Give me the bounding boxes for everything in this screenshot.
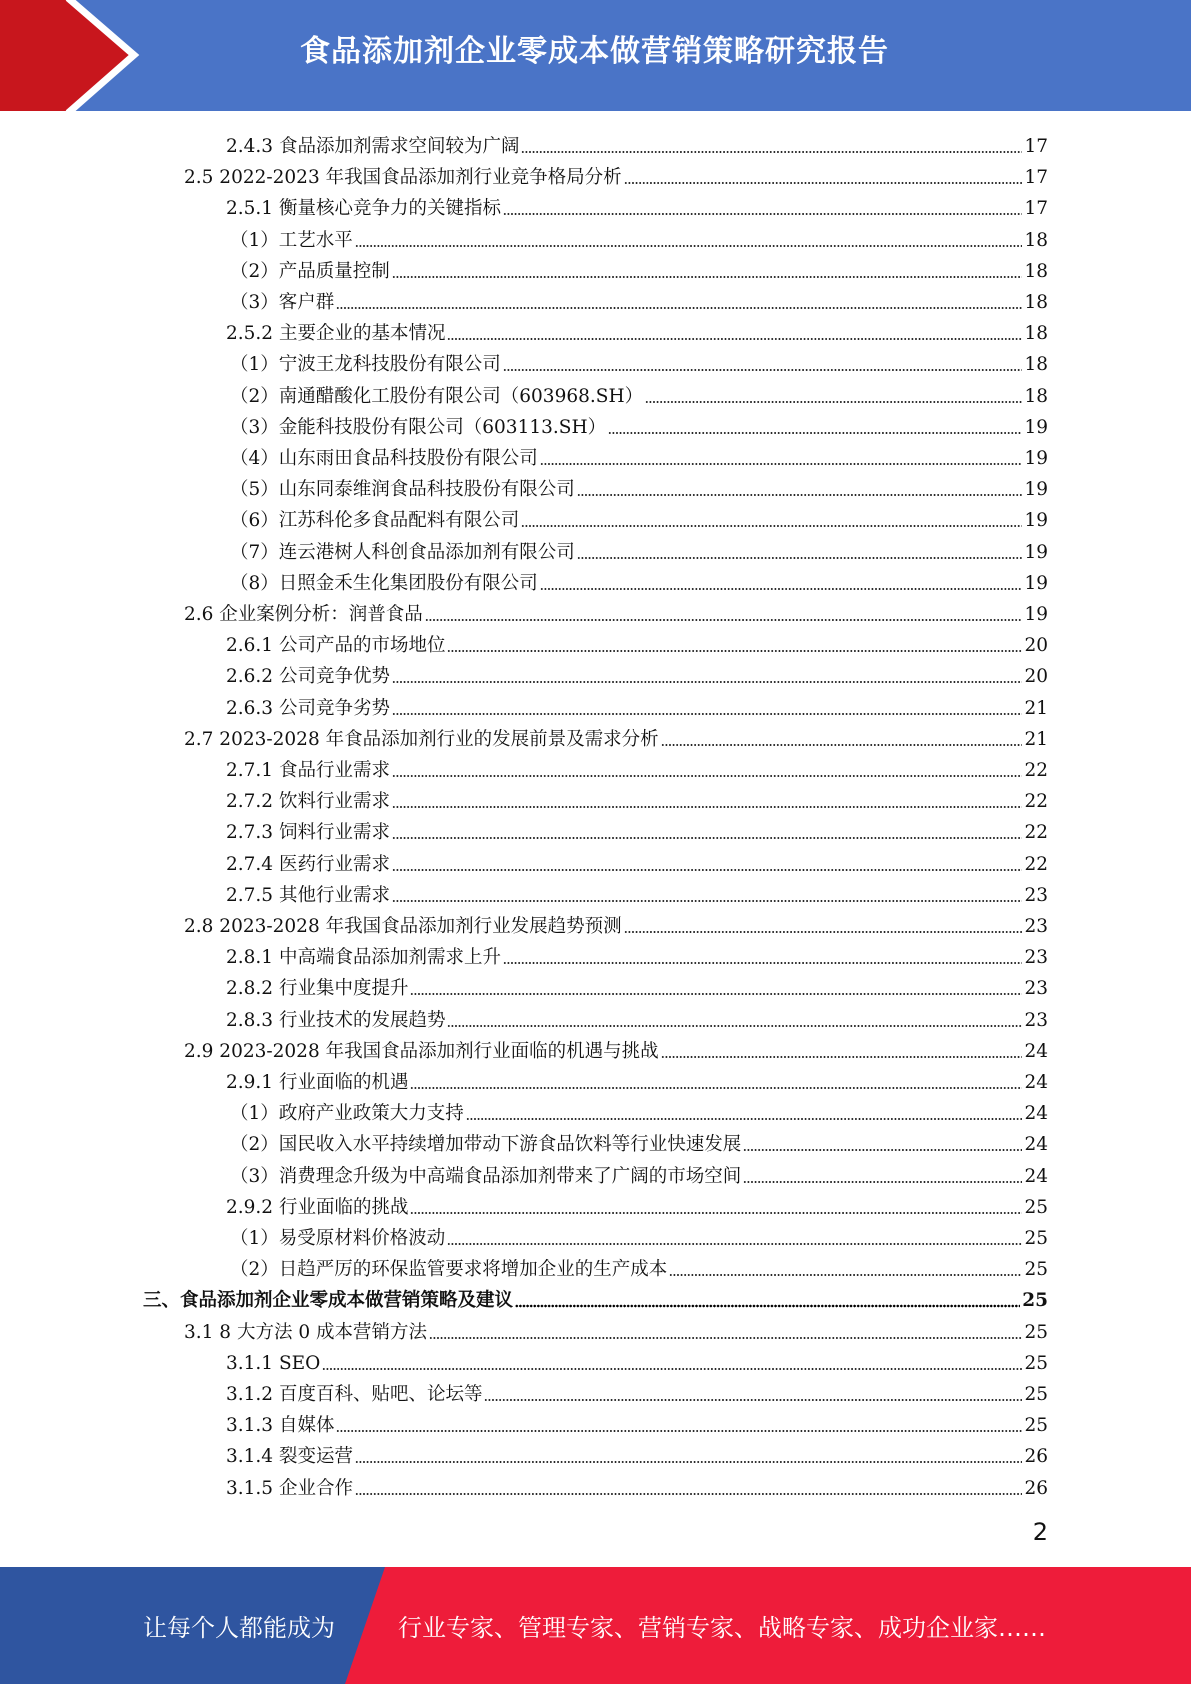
toc-entry-page: 24 (1024, 1134, 1048, 1156)
toc-entry-title: 2.7.5 其他行业需求 (226, 884, 390, 906)
toc-entry[interactable] (230, 221, 1048, 252)
toc-entry-title: （8）日照金禾生化集团股份有限公司 (230, 572, 538, 594)
toc-entry[interactable] (226, 1188, 1048, 1219)
toc-entry[interactable] (230, 1094, 1048, 1125)
toc-entry-title: 2.9.2 行业面临的挑战 (226, 1196, 409, 1218)
toc-entry-title: 3.1.1 SEO (226, 1352, 321, 1374)
toc-entry-page: 24 (1024, 1165, 1048, 1187)
footer-slogan-left: 让每个人都能成为 (143, 1614, 335, 1642)
toc-entry[interactable] (226, 1406, 1048, 1437)
toc-entry-page: 22 (1024, 853, 1048, 875)
toc-entry-page: 17 (1024, 136, 1048, 157)
toc-entry[interactable] (230, 564, 1048, 595)
toc-entry-page: 22 (1024, 791, 1048, 813)
toc-dot-leader (392, 774, 1022, 778)
toc-dot-leader (540, 462, 1023, 466)
toc-entry-page: 18 (1024, 229, 1048, 251)
toc-dot-leader (466, 1117, 1023, 1121)
toc-entry-title: 2.6.2 公司竞争优势 (226, 666, 390, 688)
toc-dot-leader (503, 368, 1023, 372)
toc-dot-leader (392, 805, 1022, 809)
toc-entry-title: 三、食品添加剂企业零成本做营销策略及建议 (143, 1290, 514, 1312)
toc-entry[interactable] (226, 1344, 1048, 1375)
toc-entry-page: 18 (1024, 260, 1048, 282)
toc-entry-title: 2.6.1 公司产品的市场地位 (226, 635, 446, 657)
toc-entry[interactable] (230, 377, 1048, 408)
toc-entry-page: 25 (1024, 1321, 1048, 1343)
toc-entry[interactable] (230, 1250, 1048, 1281)
toc-entry-title: 2.5.1 衡量核心竞争力的关键指标 (226, 198, 501, 220)
toc-entry[interactable] (226, 1375, 1048, 1406)
toc-dot-leader (447, 1024, 1022, 1028)
toc-dot-leader (743, 1148, 1022, 1152)
toc-dot-leader (577, 493, 1023, 497)
toc-entry-title: 2.8 2023-2028 年我国食品添加剂行业发展趋势预测 (184, 916, 622, 937)
toc-dot-leader (608, 431, 1022, 435)
toc-entry-title: （1）政府产业政策大力支持 (230, 1103, 464, 1125)
toc-entry-title: 2.4.3 食品添加剂需求空间较为广阔 (226, 136, 520, 157)
toc-entry-title: 3.1.3 自媒体 (226, 1415, 335, 1437)
report-title: 食品添加剂企业零成本做营销策略研究报告 (300, 34, 889, 69)
toc-entry-title: 2.5.2 主要企业的基本情况 (226, 323, 446, 345)
toc-entry-title: （4）山东雨田食品科技股份有限公司 (230, 448, 538, 469)
toc-dot-leader (410, 992, 1022, 996)
toc-entry-title: 2.7 2023-2028 年食品添加剂行业的发展前景及需求分析 (184, 728, 659, 750)
toc-entry-title: （1）宁波王龙科技股份有限公司 (230, 354, 501, 376)
toc-entry-page: 19 (1024, 510, 1048, 532)
toc-entry-title: 2.7.1 食品行业需求 (226, 760, 390, 781)
toc-dot-leader (425, 618, 1023, 622)
toc-entry-title: （3）消费理念升级为中高端食品添加剂带来了广阔的市场空间 (230, 1165, 742, 1187)
toc-entry[interactable] (230, 252, 1048, 283)
toc-dot-leader (410, 1086, 1022, 1090)
toc-dot-leader (336, 1429, 1022, 1433)
toc-entry-page: 20 (1024, 635, 1048, 657)
toc-entry-title: 2.8.3 行业技术的发展趋势 (226, 1009, 446, 1031)
toc-entry[interactable] (230, 408, 1048, 439)
toc-dot-leader (503, 961, 1022, 965)
toc-entry[interactable] (230, 470, 1048, 501)
toc-entry[interactable] (184, 1313, 1048, 1344)
toc-entry-title: 3.1.2 百度百科、贴吧、论坛等 (226, 1384, 483, 1405)
toc-entry-title: 2.6 企业案例分析：润普食品 (184, 604, 423, 625)
toc-entry[interactable] (226, 1469, 1048, 1500)
page-footer (0, 1567, 1191, 1684)
toc-entry-page: 23 (1024, 947, 1048, 969)
toc-entry-title: 2.8.1 中高端食品添加剂需求上升 (226, 947, 501, 969)
toc-entry-page: 21 (1024, 728, 1048, 750)
toc-entry[interactable] (230, 1157, 1048, 1188)
toc-dot-leader (392, 275, 1023, 279)
toc-entry[interactable] (230, 1219, 1048, 1250)
toc-entry-page: 25 (1024, 1196, 1048, 1218)
toc-entry[interactable] (226, 751, 1048, 782)
toc-entry[interactable] (230, 501, 1048, 532)
toc-entry[interactable] (226, 782, 1048, 813)
toc-entry-title: 2.9 2023-2028 年我国食品添加剂行业面临的机遇与挑战 (184, 1040, 659, 1062)
toc-entry-title: 2.8.2 行业集中度提升 (226, 978, 409, 1000)
toc-dot-leader (645, 400, 1022, 404)
toc-dot-leader (322, 1367, 1022, 1371)
toc-entry-title: 3.1.5 企业合作 (226, 1477, 353, 1499)
toc-entry-page: 19 (1024, 448, 1048, 469)
toc-entry-page: 25 (1022, 1290, 1048, 1312)
toc-dot-leader (355, 244, 1023, 248)
toc-entry-page: 23 (1024, 916, 1048, 937)
toc-entry-title: 2.7.3 饲料行业需求 (226, 822, 390, 844)
page-header (0, 0, 1191, 111)
toc-dot-leader (355, 1460, 1023, 1464)
toc-entry-page: 19 (1024, 572, 1048, 594)
toc-entry-page: 18 (1024, 354, 1048, 376)
toc-dot-leader (503, 212, 1022, 216)
toc-entry-page: 17 (1024, 198, 1048, 220)
toc-entry-page: 18 (1024, 323, 1048, 345)
toc-dot-leader (410, 1211, 1022, 1215)
toc-entry-page: 20 (1024, 666, 1048, 688)
toc-entry-page: 19 (1024, 604, 1048, 625)
toc-entry[interactable] (226, 689, 1048, 720)
toc-entry[interactable] (230, 345, 1048, 376)
toc-dot-leader (392, 868, 1022, 872)
toc-entry[interactable] (184, 1032, 1048, 1063)
toc-entry[interactable] (226, 314, 1048, 345)
toc-dot-leader (429, 1336, 1022, 1340)
toc-entry-title: 2.7.4 医药行业需求 (226, 853, 390, 875)
toc-dot-leader (447, 337, 1022, 341)
toc-entry-page: 26 (1024, 1477, 1048, 1499)
toc-entry-page: 25 (1024, 1384, 1048, 1405)
toc-dot-leader (540, 587, 1023, 591)
toc-dot-leader (392, 712, 1022, 716)
toc-entry-title: （1）易受原材料价格波动 (230, 1228, 446, 1249)
toc-entry-page: 24 (1024, 1103, 1048, 1125)
toc-entry-page: 25 (1024, 1352, 1048, 1374)
toc-entry[interactable] (226, 189, 1048, 220)
toc-entry-title: （3）客户群 (230, 292, 335, 313)
toc-entry-title: 2.6.3 公司竞争劣势 (226, 697, 390, 719)
toc-entry-page: 24 (1024, 1072, 1048, 1093)
toc-dot-leader (392, 899, 1022, 903)
toc-entry[interactable] (226, 1063, 1048, 1094)
toc-dot-leader (577, 556, 1023, 560)
toc-entry-page: 22 (1024, 822, 1048, 844)
toc-dot-leader (743, 1180, 1022, 1184)
toc-dot-leader (521, 150, 1022, 154)
toc-dot-leader (624, 181, 1023, 185)
toc-entry-page: 25 (1024, 1415, 1048, 1437)
toc-entry[interactable] (230, 533, 1048, 564)
toc-dot-leader (392, 680, 1022, 684)
toc-entry-page: 24 (1024, 1040, 1048, 1062)
toc-entry[interactable] (226, 938, 1048, 969)
toc-entry-page: 19 (1024, 541, 1048, 563)
toc-dot-leader (392, 836, 1022, 840)
toc-dot-leader (661, 1055, 1023, 1059)
toc-entry-title: （2）国民收入水平持续增加带动下游食品饮料等行业快速发展 (230, 1134, 742, 1156)
toc-entry-page: 17 (1024, 167, 1048, 189)
toc-entry-page: 22 (1024, 760, 1048, 781)
toc-dot-leader (447, 649, 1022, 653)
toc-entry-page: 19 (1024, 416, 1048, 438)
toc-entry-title: （6）江苏科伦多食品配料有限公司 (230, 510, 520, 532)
toc-dot-leader (336, 306, 1022, 310)
toc-entry-title: 3.1.4 裂变运营 (226, 1446, 353, 1468)
toc-entry-title: 3.1 8 大方法 0 成本营销方法 (184, 1321, 427, 1343)
toc-entry-page: 19 (1024, 479, 1048, 501)
toc-entry-page: 18 (1024, 385, 1048, 407)
toc-entry-title: （7）连云港树人科创食品添加剂有限公司 (230, 541, 575, 563)
toc-dot-leader (624, 930, 1023, 934)
toc-entry-title: （3）金能科技股份有限公司（603113.SH） (230, 416, 607, 438)
toc-entry-title: （2）日趋严厉的环保监管要求将增加企业的生产成本 (230, 1259, 668, 1281)
page-number: 2 (1032, 1518, 1048, 1546)
toc-entry-page: 25 (1024, 1228, 1048, 1249)
toc-entry-title: （2）南通醋酸化工股份有限公司（603968.SH） (230, 385, 644, 407)
toc-dot-leader (355, 1492, 1023, 1496)
toc-entry-page: 18 (1024, 292, 1048, 313)
toc-entry[interactable] (226, 813, 1048, 844)
toc-entry[interactable] (226, 657, 1048, 688)
toc-entry[interactable] (230, 1125, 1048, 1156)
footer-slogan-right: 行业专家、管理专家、营销专家、战略专家、成功企业家…… (398, 1614, 1046, 1642)
toc-entry-title: 2.5 2022-2023 年我国食品添加剂行业竞争格局分析 (184, 167, 622, 189)
toc-entry-page: 25 (1024, 1259, 1048, 1281)
toc-dot-leader (669, 1273, 1022, 1277)
toc-dot-leader (515, 1304, 1020, 1308)
toc-dot-leader (484, 1398, 1022, 1402)
toc-entry-page: 23 (1024, 884, 1048, 906)
toc-entry[interactable] (184, 158, 1048, 189)
toc-entry-page: 23 (1024, 978, 1048, 1000)
toc-entry[interactable] (226, 1437, 1048, 1468)
toc-entry[interactable] (143, 1281, 1048, 1312)
toc-entry-page: 26 (1024, 1446, 1048, 1468)
toc-dot-leader (661, 743, 1023, 747)
toc-entry[interactable] (184, 907, 1048, 938)
toc-entry[interactable] (230, 439, 1048, 470)
toc-entry-title: （5）山东同泰维润食品科技股份有限公司 (230, 479, 575, 501)
toc-entry[interactable] (226, 626, 1048, 657)
toc-dot-leader (521, 524, 1022, 528)
toc-entry[interactable] (226, 1001, 1048, 1032)
toc-entry-page: 21 (1024, 697, 1048, 719)
toc-entry-title: 2.7.2 饮料行业需求 (226, 791, 390, 813)
toc-entry[interactable] (226, 876, 1048, 907)
toc-entry-title: 2.9.1 行业面临的机遇 (226, 1072, 409, 1093)
toc-entry-title: （2）产品质量控制 (230, 260, 390, 282)
toc-entry[interactable] (230, 283, 1048, 314)
toc-entry[interactable] (226, 127, 1048, 158)
toc-entry[interactable] (226, 969, 1048, 1000)
toc-entry[interactable] (184, 595, 1048, 626)
toc-entry-page: 23 (1024, 1009, 1048, 1031)
header-arrow-decoration (0, 0, 160, 111)
toc-entry[interactable] (226, 845, 1048, 876)
toc-dot-leader (447, 1242, 1022, 1246)
toc-entry-title: （1）工艺水平 (230, 229, 353, 251)
toc-entry[interactable] (184, 720, 1048, 751)
